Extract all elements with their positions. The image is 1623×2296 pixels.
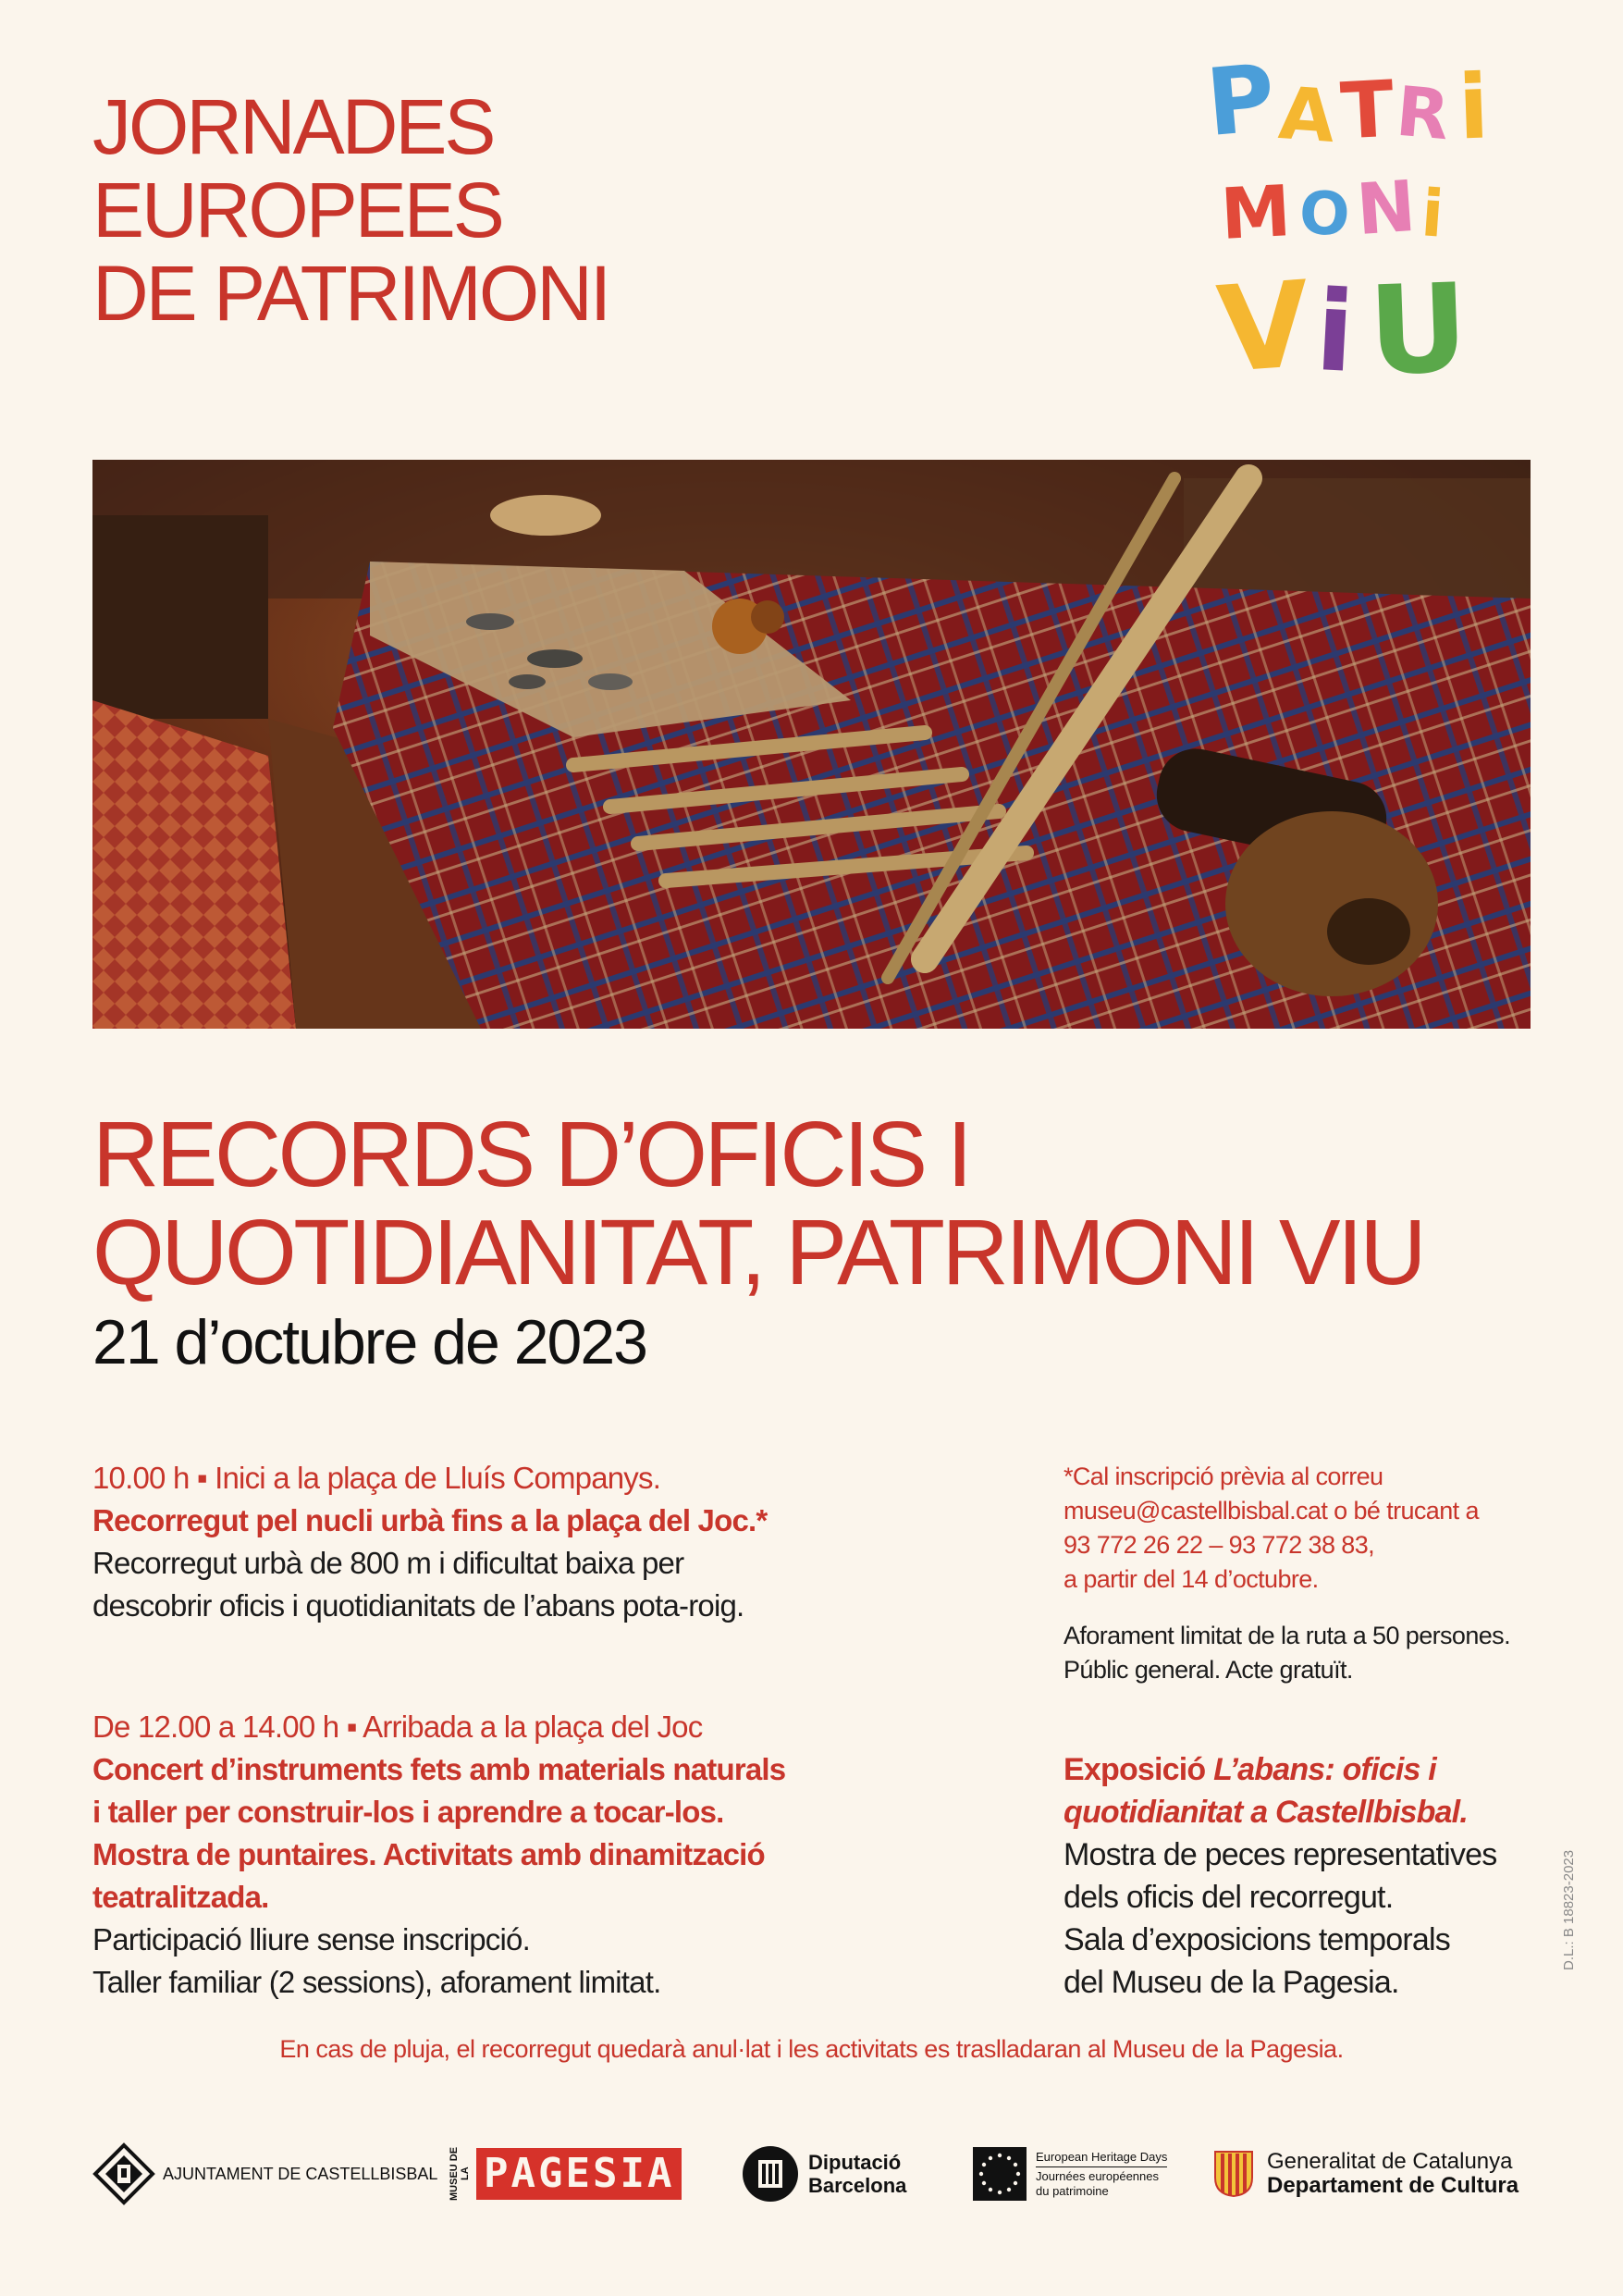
event-date: 21 d’octubre de 2023 bbox=[92, 1307, 646, 1377]
rain-notice: En cas de pluja, el recorregut quedarà anul·lat i les activitats es traslladaran al Museu de la Pagesia. bbox=[279, 2035, 1344, 2063]
generalitat-logo bbox=[1213, 2142, 1518, 2206]
patrimoni-viu-logo bbox=[1198, 43, 1512, 403]
ajuntament-logo bbox=[92, 2142, 437, 2206]
exhibition-description: del Museu de la Pagesia. bbox=[1064, 1965, 1399, 2000]
activity-headline: teatralitzada. bbox=[92, 1880, 269, 1914]
capacity-line: Públic general. Acte gratuït. bbox=[1064, 1656, 1353, 1684]
logo-letter-v: V bbox=[1212, 255, 1315, 401]
exhibition-label: Exposició bbox=[1064, 1752, 1214, 1787]
logo-line-patri bbox=[1198, 43, 1512, 160]
title-line: DE PATRIMONI bbox=[92, 250, 609, 337]
registration-email-line: museu@castellbisbal.cat o bé trucant a bbox=[1064, 1497, 1479, 1524]
registration-phone-line: 93 772 26 22 – 93 772 38 83, bbox=[1064, 1531, 1375, 1559]
logo-letter-r: R bbox=[1393, 71, 1453, 156]
ehd-line: du patrimoine bbox=[1036, 2183, 1109, 2198]
activity-description: Participació lliure sense inscripció. bbox=[92, 1922, 530, 1957]
generalitat-department-line: Departament de Cultura bbox=[1267, 2173, 1519, 2198]
activity-headline: Mostra de puntaires. Activitats amb dinamització bbox=[92, 1837, 765, 1871]
registration-info bbox=[1064, 1460, 1479, 1597]
logo-letter-n: N bbox=[1353, 164, 1419, 252]
exhibition-info bbox=[1064, 1748, 1496, 2004]
ehd-line: European Heritage Days bbox=[1036, 2150, 1167, 2167]
diputacio-line: Diputació bbox=[808, 2151, 902, 2174]
european-heritage-emblem-icon bbox=[973, 2147, 1027, 2201]
activity-midday bbox=[92, 1706, 785, 2004]
capacity-note bbox=[1064, 1619, 1510, 1687]
logo-letter-u: U bbox=[1366, 257, 1470, 403]
museu-small-label: MUSEU DE LA bbox=[449, 2146, 471, 2202]
generalitat-line: Generalitat de Catalunya bbox=[1267, 2149, 1513, 2174]
logo-letter-t: T bbox=[1338, 63, 1396, 157]
event-title-line: RECORDS D’OFICIS I bbox=[92, 1103, 970, 1206]
exhibition-description: Sala d’exposicions temporals bbox=[1064, 1922, 1450, 1957]
registration-line: a partir del 14 d’octubre. bbox=[1064, 1565, 1319, 1593]
title-line: JORNADES bbox=[92, 83, 494, 170]
event-title bbox=[92, 1105, 1423, 1302]
logo-line-viu bbox=[1198, 255, 1512, 403]
exhibition-description: Mostra de peces representatives bbox=[1064, 1837, 1497, 1872]
diputacio-emblem-icon bbox=[742, 2145, 799, 2203]
activity-headline: i taller per construir-los i aprendre a tocar-los. bbox=[92, 1795, 724, 1829]
ajuntament-crest-icon bbox=[92, 2142, 155, 2205]
event-title-line: QUOTIDIANITAT, PATRIMONI VIU bbox=[92, 1201, 1424, 1304]
generalitat-flag-emblem-icon bbox=[1213, 2150, 1254, 2198]
exhibition-title-line: quotidianitat a Castellbisbal. bbox=[1064, 1795, 1468, 1830]
instruments-photo-illustration bbox=[92, 460, 1531, 1029]
european-heritage-label bbox=[1036, 2150, 1167, 2199]
generalitat-label bbox=[1267, 2150, 1518, 2198]
instruments-photo bbox=[92, 460, 1531, 1029]
european-heritage-days-logo bbox=[973, 2142, 1167, 2206]
museu-big-label: PAGESIA bbox=[476, 2148, 682, 2200]
exhibition-description: dels oficis del recorregut. bbox=[1064, 1880, 1394, 1915]
diputacio-line: Barcelona bbox=[808, 2174, 907, 2197]
capacity-line: Aforament limitat de la ruta a 50 persones. bbox=[1064, 1622, 1510, 1649]
logo-letter-o: O bbox=[1297, 179, 1352, 251]
title-line: EUROPEES bbox=[92, 167, 502, 253]
logo-letter-a: A bbox=[1275, 72, 1338, 159]
logo-letter-i2: i bbox=[1419, 175, 1446, 253]
activity-headline: Concert d’instruments fets amb materials naturals bbox=[92, 1752, 786, 1786]
exhibition-title-line bbox=[1064, 1748, 1496, 1791]
activity-description: Recorregut urbà de 800 m i dificultat baixa per bbox=[92, 1546, 684, 1580]
activity-time: 10.00 h ▪ Inici a la plaça de Lluís Companys. bbox=[92, 1461, 661, 1495]
event-series-title bbox=[92, 85, 609, 335]
diputacio-logo bbox=[742, 2142, 906, 2206]
exhibition-title: L’abans: oficis i bbox=[1213, 1752, 1436, 1787]
activity-headline: Recorregut pel nucli urbà fins a la plaça del Joc.* bbox=[92, 1503, 768, 1537]
activity-time: De 12.00 a 14.00 h ▪ Arribada a la plaça del Joc bbox=[92, 1710, 703, 1744]
logo-letter-i: i bbox=[1457, 55, 1491, 160]
museu-pagesia-logo bbox=[449, 2142, 682, 2206]
diputacio-label bbox=[808, 2151, 906, 2197]
activity-description: Taller familiar (2 sessions), aforament limitat. bbox=[92, 1965, 661, 1999]
ehd-line: Journées européennes bbox=[1036, 2168, 1159, 2183]
legal-deposit-code: D.L.: B 18823-2023 bbox=[1561, 1849, 1577, 1970]
logo-letter-p: P bbox=[1202, 43, 1280, 157]
registration-line: *Cal inscripció prèvia al correu bbox=[1064, 1463, 1383, 1490]
ajuntament-label: AJUNTAMENT DE CASTELLBISBAL bbox=[163, 2165, 438, 2183]
logo-letter-m: M bbox=[1218, 169, 1293, 255]
logo-letter-i3: i bbox=[1312, 267, 1358, 398]
activity-description: descobrir oficis i quotidianitats de l’abans pota-roig. bbox=[92, 1588, 744, 1623]
activity-morning bbox=[92, 1457, 767, 1627]
